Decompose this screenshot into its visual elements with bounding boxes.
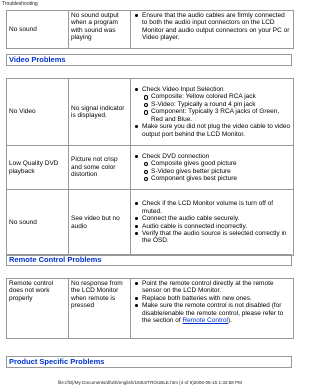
solution-cell [131,79,294,146]
list-item: Audio cable is connected incorrectly. [133,223,291,230]
symptom-cell: No signal indicator is displayed. [69,79,131,146]
problem-cell: Low Quality DVD playback [7,146,69,190]
list-item: Ensure that the audio cables are firmly connected to both the audio input connectors on the LCD Monitor and audio output connectors on your PC or Video player. [133,12,291,42]
problem-cell: No sound [7,190,69,256]
list-item [133,302,291,324]
solution-cell [131,279,294,339]
problem-table-remote [6,278,294,339]
solution-list [133,12,291,42]
symptom-cell: See video but no audio [69,190,131,256]
page-footer: file:///D|/My Documents/dfu/E/english/150t4/TROUBLE.htm (4 of 9)2006-05-15 1:33:58 PM [57,380,242,385]
table-row [7,146,294,190]
solution-list [133,200,291,244]
sub-list-item: Composite: Yellow colored RCA jack [142,93,291,100]
problem-table-video [6,78,294,256]
symptom-cell: Picture not crisp and some color distortion [69,146,131,190]
problem-cell: No sound [7,11,69,49]
sub-list-item: Component gives best picture [142,175,291,182]
problem-table-top [6,10,294,49]
list-item-text: Check DVD connection [142,152,210,160]
sub-list [142,160,291,182]
list-item [133,153,291,183]
problem-cell: No Video [7,79,69,146]
list-item: Check if the LCD Monitor volume is turn off of muted. [133,200,291,215]
table-row [7,79,294,146]
list-item: Replace both batteries with new ones. [133,295,291,302]
page-header: Troubleshooting [2,1,38,7]
section-header-product: Product Specific Problems [6,356,292,368]
solution-list [133,86,291,138]
solution-cell [131,11,294,49]
section-header-video: Video Problems [6,54,292,66]
sub-list-item: Composite gives good picture [142,160,291,167]
problem-cell: Remote control does not work properly [7,279,69,339]
list-item: Point the remote control directly at the remote sensor on the LCD Monitor. [133,280,291,295]
sub-list-item: S-Video gives better picture [142,168,291,175]
solution-cell [131,146,294,190]
sub-list-item: S-Video: Typically a round 4 pin jack [142,101,291,108]
list-item-text: Check Video Input Selection [142,86,224,94]
sub-list-item: Component: Typically 3 RCA jacks of Green, Red and Blue. [142,108,291,123]
list-item-text: Make sure the remote control is not disabled (for disable/enable the remote control, please refer to the section of [142,302,284,325]
list-item [133,86,291,123]
sub-list [142,93,291,123]
table-row [7,11,294,49]
table-row [7,190,294,256]
solution-list [133,280,291,324]
solution-cell [131,190,294,256]
list-item: Connect the audio cable securely. [133,215,291,222]
list-item-text: ). [228,317,232,325]
list-item: Verify that the audio source is selected correctly in the OSD. [133,230,291,245]
table-row [7,279,294,339]
list-item: Make sure you did not plug the video cable to video output port behind the LCD Monitor. [133,123,291,138]
solution-list [133,153,291,183]
section-header-remote: Remote Control Problems [6,254,292,266]
symptom-cell: No sound output when a program with sound was playing [69,11,131,49]
remote-control-link[interactable]: Remote Control [182,317,229,325]
symptom-cell: No response from the LCD Monitor when remote is pressed [69,279,131,339]
